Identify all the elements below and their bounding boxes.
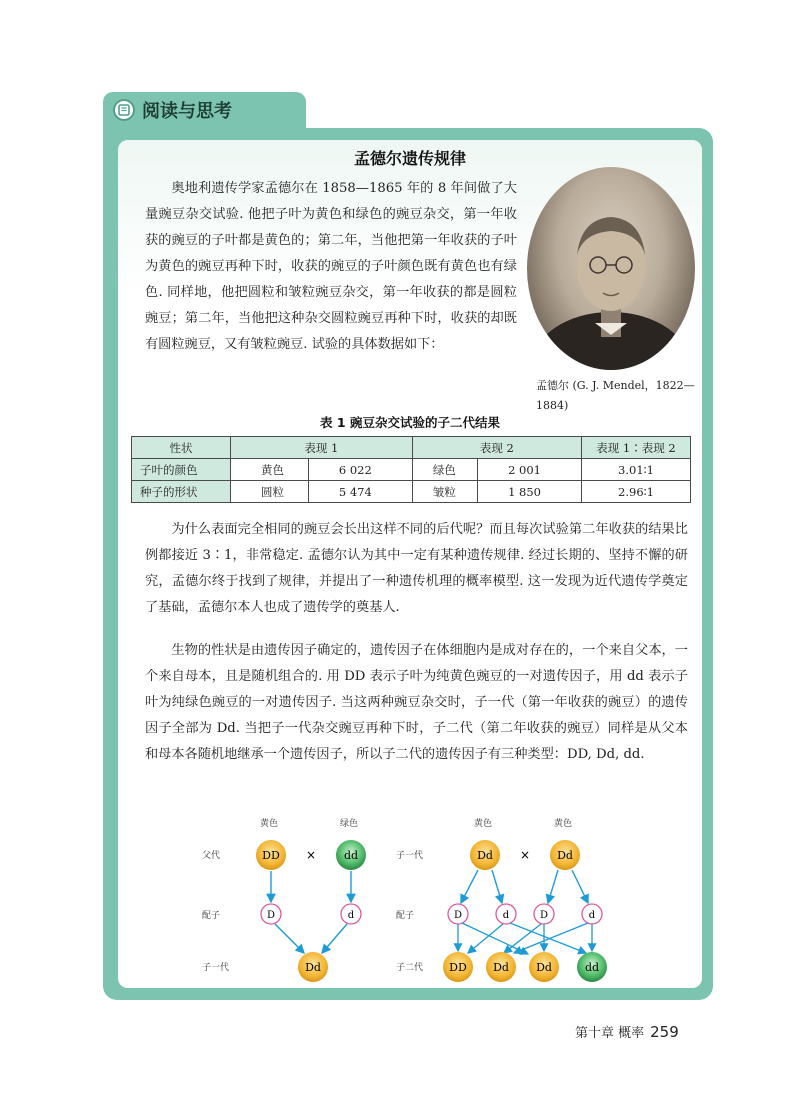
mendel-portrait (527, 167, 695, 370)
table-caption: 表 1 豌豆杂交试验的子二代结果 (320, 415, 500, 430)
row-label-f1: 子一代 (202, 963, 230, 973)
results-table (131, 436, 691, 503)
label-green: 绿色 (340, 819, 359, 829)
label-yellow: 黄色 (260, 819, 279, 829)
paragraph-question: 为什么表面完全相同的豌豆会长出这样不同的后代呢？而且每次试验第二年收获的结果比例都接近 3∶1，非常稳定. 孟德尔认为其中一定有某种遗传规律. 经过长期的、坚持不懈的研究，孟德尔终于找到了规律，并提出了一种遗传机理的概率模型. 这一发现为近代遗传学奠定了基础，孟德尔本人也成了遗传学的奠基人. (145, 522, 688, 615)
header-trait: 性状 (132, 437, 231, 459)
cross-symbol: × (305, 848, 317, 862)
label-yellow: 黄色 (554, 819, 573, 829)
section-title: 阅读与思考 (142, 101, 232, 122)
article-title: 孟德尔遗传规律 (353, 149, 466, 168)
header-expression-2: 表现 2 (412, 437, 581, 459)
genetics-diagram (118, 810, 702, 990)
label-yellow: 黄色 (474, 819, 493, 829)
parent-green-label: dd (343, 849, 359, 862)
book-icon (113, 99, 135, 121)
page-number: 259 (650, 1023, 679, 1041)
paragraph-explanation: 生物的性状是由遗传因子确定的，遗传因子在体细胞内是成对存在的，一个来自父本，一个来自母本，且是随机组合的. 用 DD 表示子叶为纯黄色豌豆的一对遗传因子，用 dd 表示子叶为纯绿色豌豆的一对遗传因子. 当这两种豌豆杂交时，子一代（第一年收获的豌豆）的遗传因子全部为 Dd. 当把子一代杂交豌豆再种下时，子二代（第二年收获的豌豆）同样是从父本和母本各随机地继承一个遗传因子，所以子二代的遗传因子有三种类型：DD, Dd, dd. (145, 643, 688, 762)
svg-text:Dd: Dd (305, 961, 321, 974)
cross-symbol: × (519, 848, 531, 862)
svg-text:dd: dd (584, 961, 600, 974)
page-footer (575, 1022, 679, 1041)
chapter-label: 第十章 概率 (575, 1026, 645, 1041)
table-header-row (132, 437, 691, 459)
svg-text:Dd: Dd (536, 961, 552, 974)
header-ratio: 表现 1∶表现 2 (582, 437, 691, 459)
row-label-gametes: 配子 (396, 911, 415, 921)
row-label-parents: 子一代 (396, 851, 424, 861)
row-label-f2: 子二代 (396, 963, 424, 973)
svg-text:Dd: Dd (477, 849, 493, 862)
svg-text:DD: DD (449, 961, 467, 974)
table-row: 子叶的颜色 黄色 6 022 绿色 2 001 3.01∶1 (132, 459, 691, 481)
svg-text:d: d (502, 910, 510, 921)
svg-text:D: D (266, 910, 276, 921)
svg-text:d: d (347, 910, 355, 921)
svg-text:d: d (588, 910, 596, 921)
svg-text:Dd: Dd (493, 961, 509, 974)
row-label-parents: 父代 (202, 851, 221, 861)
parent-yellow-label: DD (262, 849, 280, 862)
svg-text:D: D (453, 910, 463, 921)
header-expression-1: 表现 1 (231, 437, 413, 459)
portrait-caption: 孟德尔 (G. J. Mendel，1822—1884) (536, 379, 695, 412)
row-label-gametes: 配子 (202, 911, 221, 921)
svg-text:D: D (539, 910, 549, 921)
table-row: 种子的形状 圆粒 5 474 皱粒 1 850 2.96∶1 (132, 481, 691, 503)
svg-text:Dd: Dd (557, 849, 573, 862)
paragraph-intro: 奥地利遗传学家孟德尔在 1858—1865 年的 8 年间做了大量豌豆杂交试验. 他把子叶为黄色和绿色的豌豆杂交，第一年收获的豌豆的子叶都是黄色的；第二年，当他把第一年收获的子叶为黄色的豌豆再种下时，收获的豌豆的子叶颜色既有黄色也有绿色. 同样地，他把圆粒和皱粒豌豆杂交，第一年收获的都是圆粒豌豆；第二年，当他把这种杂交圆粒豌豆再种下时，收获的却既有圆粒豌豆，又有皱粒豌豆. 试验的具体数据如下： (145, 181, 517, 352)
